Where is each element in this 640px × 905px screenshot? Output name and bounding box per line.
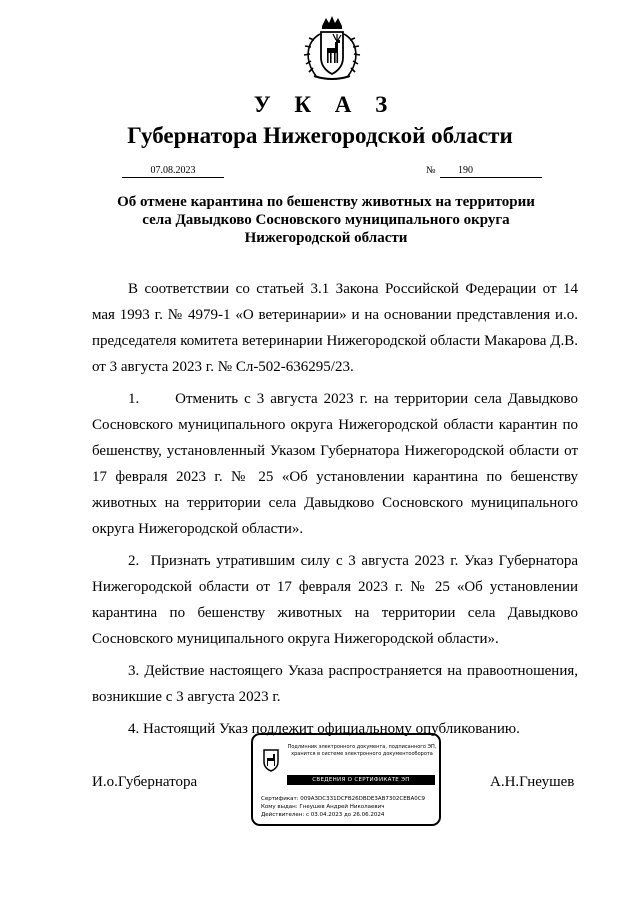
coat-of-arms-emblem <box>300 14 364 84</box>
clause-1: 1. Отменить с 3 августа 2023 г. на территории села Давыдково Сосновского муниципального округа Нижегородской области карантин по бешенству, установленный Указом Губернатора Нижегородской области от 17 февраля 2023 г. № 25 «Об установлении карантина по бешенству животных на территории села Давыдково Сосновского муниципального округа Нижегородской области». <box>92 391 582 537</box>
electronic-signature-stamp <box>251 733 441 826</box>
stamp-header-line: хранится в системе электронного документооборота <box>291 751 433 757</box>
preamble-paragraph: В соответствии со статьей 3.1 Закона Российской Федерации от 14 мая 1993 г. № 4979-1 «О ветеринарии» и на основании представления и.о. председателя комитета ветеринарии Нижегородской области Макарова Д.В. от 3 августа 2023 г. № Сл-502-636295/23. <box>92 281 578 375</box>
document-body <box>92 276 582 748</box>
document-date: 07.08.2023 <box>122 164 224 178</box>
subject-line: села Давыдково Сосновского муниципального округа <box>142 212 510 228</box>
clause-4: 4. Настоящий Указ подлежит официальному опубликованию. <box>128 721 520 737</box>
signer-position: И.о.Губернатора <box>92 774 198 790</box>
signer-name: А.Н.Гнеушев <box>490 774 575 790</box>
clause-2: 2. Признать утратившим силу с 3 августа 2023 г. Указ Губернатора Нижегородской области от 17 февраля 2023 г. № 25 «Об установлении карантина по бешенству животных на территории села Давыдково Сосновского муниципального округа Нижегородской области». <box>92 553 582 647</box>
document-type-title: У К А З <box>253 92 397 117</box>
clause-3: 3. Действие настоящего Указа распространяется на правоотношения, возникшие с 3 августа 2023 г. <box>92 663 578 705</box>
stamp-header-line: Подлинник электронного документа, подписанного ЭП, <box>287 744 437 750</box>
certificate-owner: Кому выдан: Гнеушев Андрей Николаевич <box>261 804 385 810</box>
issuer-title: Губернатора Нижегородской области <box>127 123 513 148</box>
stamp-certificate-info <box>261 795 425 819</box>
certificate-validity: Действителен: с 03.04.2023 до 26.06.2024 <box>261 812 385 818</box>
coat-of-arms-icon <box>261 747 281 773</box>
number-label: № <box>426 165 436 176</box>
stamp-header <box>287 744 437 758</box>
subject-line: Нижегородской области <box>244 230 408 246</box>
certificate-serial: Сертификат: 009A3DC331DCFB26DBDE3AB7302CEBA0C9 <box>261 796 426 802</box>
document-subject <box>92 193 560 247</box>
stamp-certificate-bar: СВЕДЕНИЯ О СЕРТИФИКАТЕ ЭП <box>287 775 435 785</box>
subject-line: Об отмене карантина по бешенству животных на территории <box>117 194 535 210</box>
document-number: 190 <box>440 164 542 178</box>
